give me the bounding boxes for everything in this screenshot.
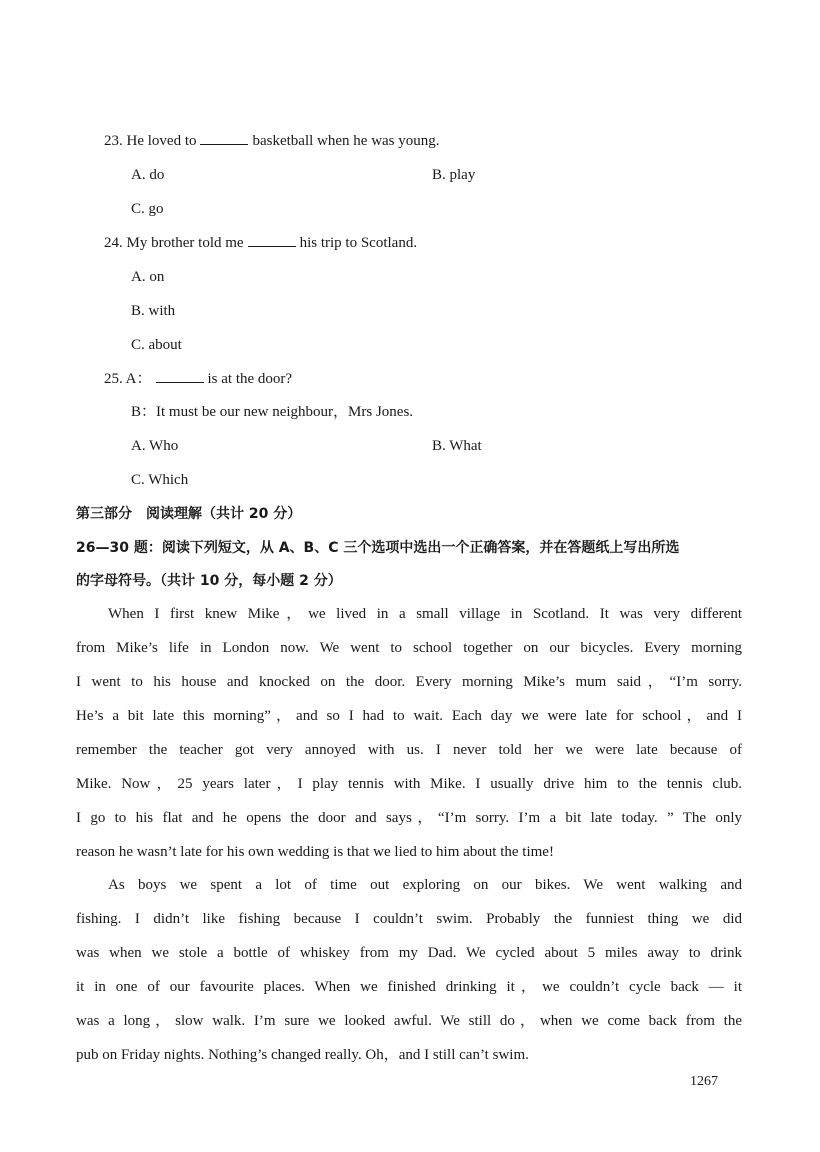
q23-option-a: A. do	[131, 167, 165, 183]
q23-stem-before: 23. He loved to	[104, 133, 197, 149]
section-heading: 第三部分 阅读理解（共计 20 分）	[76, 506, 302, 522]
passage-line: When I first knew Mike，we lived in a small village in Scotland. It was very different	[108, 606, 742, 622]
passage-line: fishing. I didn’t like fishing because I couldn’t swim. Probably the funniest thing we did	[76, 911, 742, 927]
q24-answer-blank	[248, 234, 296, 247]
q24-option-c: C. about	[131, 337, 182, 353]
question-25-stem	[104, 369, 292, 389]
passage-line: He’s a bit late this morning”，and so I had to wait. Each day we were late for school，and I	[76, 708, 742, 724]
q24-option-a: A. on	[131, 269, 165, 285]
q24-option-b: B. with	[131, 303, 176, 319]
q25-option-b: B. What	[432, 438, 482, 454]
passage-line: it in one of our favourite places. When we finished drinking it，we couldn’t cycle back — it	[76, 979, 742, 995]
q23-answer-blank	[200, 132, 248, 145]
passage-line: was when we stole a bottle of whiskey from my Dad. We cycled about 5 miles away to drink	[76, 945, 742, 961]
q25-stem-before: 25. A：	[104, 371, 152, 387]
section-instruction-line-1: 26—30 题：阅读下列短文，从 A、B、C 三个选项中选出一个正确答案，并在答题纸上写出所选	[76, 540, 680, 556]
passage-line: Mike. Now，25 years later，I play tennis with Mike. I usually drive him to the tennis club.	[76, 776, 742, 792]
passage-line: pub on Friday nights. Nothing’s changed really. Oh，and I still can’t swim.	[76, 1047, 529, 1063]
passage-line: was a long，slow walk. I’m sure we looked awful. We still do，when we come back from the	[76, 1013, 742, 1029]
page-number: 1267	[690, 1074, 718, 1089]
q23-stem-after: basketball when he was young.	[252, 133, 440, 149]
passage-line: from Mike’s life in London now. We went to school together on our bicycles. Every morning	[76, 640, 742, 656]
question-24-stem	[104, 233, 417, 253]
passage-paragraph-2	[76, 868, 742, 1072]
question-23-stem	[104, 131, 440, 151]
passage-line: remember the teacher got very annoyed with us. I never told her we were late because of	[76, 742, 742, 758]
q25-answer-blank	[156, 370, 204, 383]
passage-line: As boys we spent a lot of time out exploring on our bikes. We went walking and	[108, 877, 742, 893]
q23-option-b: B. play	[432, 167, 476, 183]
section-instruction-line-2: 的字母符号。（共计 10 分，每小题 2 分）	[76, 573, 342, 589]
q25-option-c: C. Which	[131, 472, 189, 488]
q24-stem-after: his trip to Scotland.	[299, 235, 418, 251]
q25-reply: B：It must be our new neighbour，Mrs Jones.	[131, 404, 414, 420]
q24-stem-before: 24. My brother told me	[104, 235, 244, 251]
q25-stem-after: is at the door?	[207, 371, 293, 387]
passage-paragraph-1	[76, 597, 742, 869]
passage-line: I go to his flat and he opens the door and says，“I’m sorry. I’m a bit late today. ” The only	[76, 810, 742, 826]
passage-line: reason he wasn’t late for his own wedding is that we lied to him about the time!	[76, 844, 554, 860]
passage-line: I went to his house and knocked on the door. Every morning Mike’s mum said，“I’m sorry.	[76, 674, 742, 690]
q23-option-c: C. go	[131, 201, 164, 217]
q25-option-a: A. Who	[131, 438, 179, 454]
